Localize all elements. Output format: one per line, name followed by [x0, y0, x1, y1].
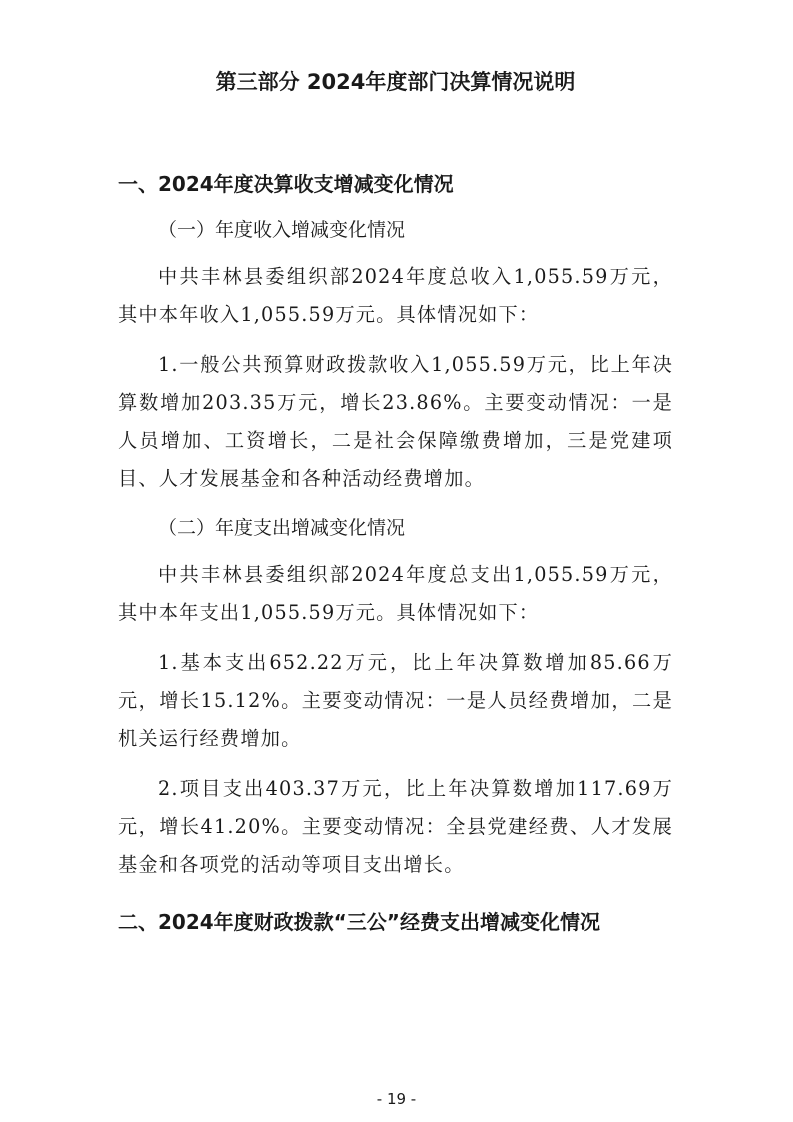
income-summary: 中共丰林县委组织部2024年度总收入1,055.59万元，其中本年收入1,055.59万元。具体情况如下： — [118, 265, 673, 326]
page-number: - 19 - — [376, 1090, 417, 1108]
section-heading-1: 一、2024年度决算收支增减变化情况 — [118, 172, 454, 196]
section-heading-2: 二、2024年度财政拨款“三公”经费支出增减变化情况 — [118, 910, 600, 934]
income-subheading: （一）年度收入增减变化情况 — [158, 219, 406, 241]
expense-subheading: （二）年度支出增减变化情况 — [158, 517, 406, 539]
expense-summary: 中共丰林县委组织部2024年度总支出1,055.59万元，其中本年支出1,055.59万元。具体情况如下： — [118, 563, 673, 624]
expense-item-1: 1.基本支出652.22万元，比上年决算数增加85.66万元，增长15.12%。主要变动情况：一是人员经费增加，二是机关运行经费增加。 — [118, 651, 673, 750]
page-title: 第三部分 2024年度部门决算情况说明 — [215, 70, 576, 94]
expense-item-2: 2.项目支出403.37万元，比上年决算数增加117.69万元，增长41.20%。主要变动情况：全县党建经费、人才发展基金和各项党的活动等项目支出增长。 — [118, 777, 673, 876]
income-item-1: 1.一般公共预算财政拨款收入1,055.59万元，比上年决算数增加203.35万元，增长23.86%。主要变动情况：一是人员增加、工资增长，二是社会保障缴费增加，三是党建项目、人才发展基金和各种活动经费增加。 — [118, 353, 673, 490]
